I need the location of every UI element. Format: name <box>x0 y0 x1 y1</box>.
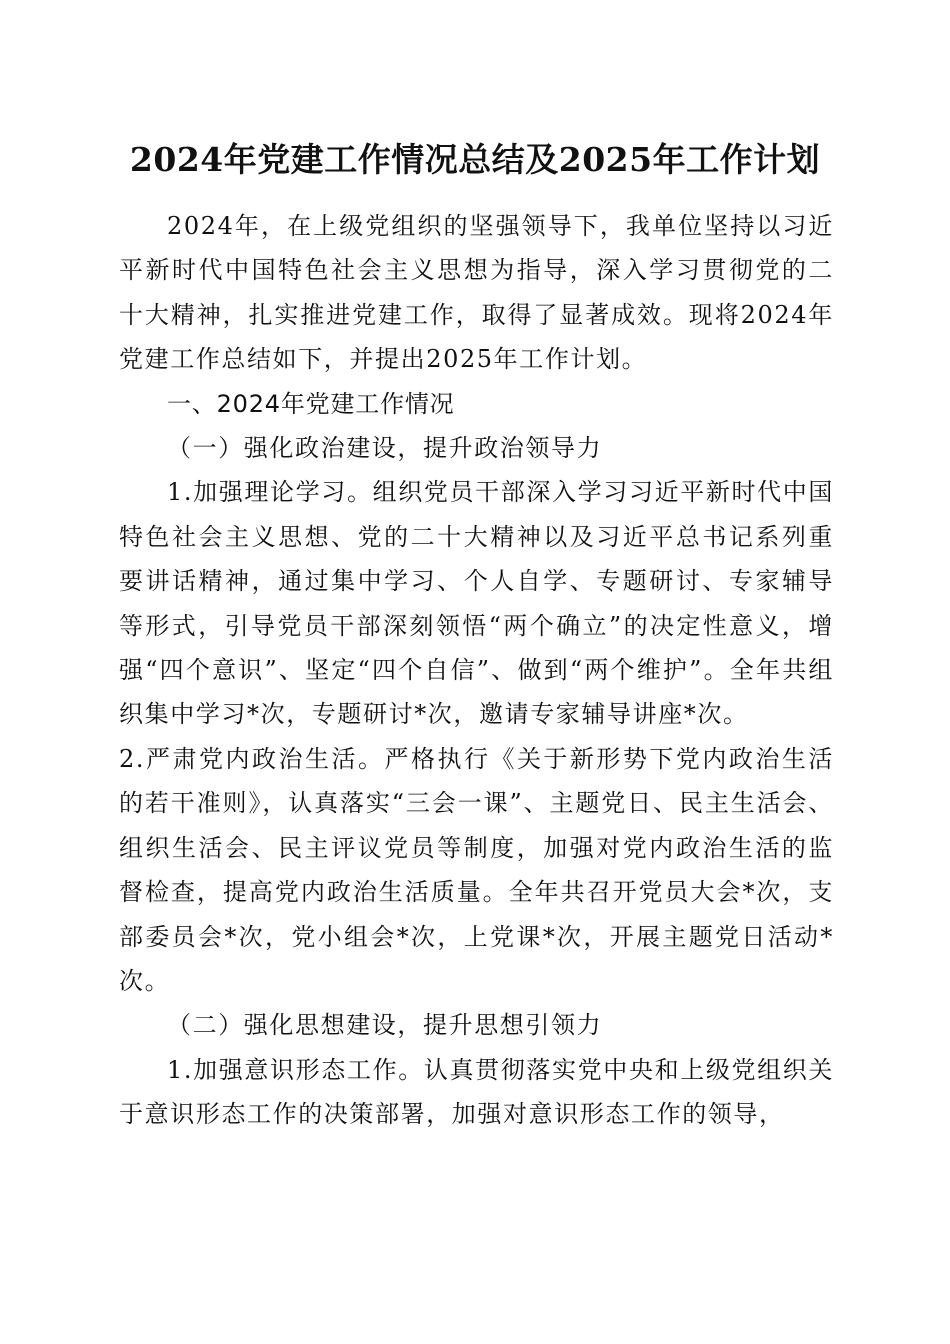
item-1-1-paragraph: 1.加强理论学习。组织党员干部深入学习习近平新时代中国特色社会主义思想、党的二十大精神以及习近平总书记系列重要讲话精神，通过集中学习、个人自学、专题研讨、专家辅导等形式，引导党员干部深刻领悟“两个确立”的决定性意义，增强“四个意识”、坚定“四个自信”、做到“两个维护”。全年共组织集中学习*次，专题研讨*次，邀请专家辅导讲座*次。 <box>119 478 834 729</box>
intro-paragraph: 2024年，在上级党组织的坚强领导下，我单位坚持以习近平新时代中国特色社会主义思想为指导，深入学习贯彻党的二十大精神，扎实推进党建工作，取得了显著成效。现将2024年党建工作总结如下，并提出2025年工作计划。 <box>119 212 834 374</box>
item-2-1-paragraph: 1.加强意识形态工作。认真贯彻落实党中央和上级党组织关于意识形态工作的决策部署，加强对意识形态工作的领导， <box>119 1055 834 1129</box>
section-heading-1: 一、2024年党建工作情况 <box>167 389 455 418</box>
document-body <box>119 204 834 1137</box>
subsection-heading-1: （一）强化政治建设，提升政治领导力 <box>167 434 603 463</box>
item-1-2-paragraph: 2.严肃党内政治生活。严格执行《关于新形势下党内政治生活的若干准则》，认真落实“三会一课”、主题党日、民主生活会、组织生活会、民主评议党员等制度，加强对党内政治生活的监督检查，提高党内政治生活质量。全年共召开党员大会*次，支部委员会*次，党小组会*次，上党课*次，开展主题党日活动*次。 <box>119 744 834 995</box>
document-title: 2024年党建工作情况总结及2025年工作计划 <box>129 140 821 179</box>
subsection-heading-2: （二）强化思想建设，提升思想引领力 <box>167 1011 603 1040</box>
